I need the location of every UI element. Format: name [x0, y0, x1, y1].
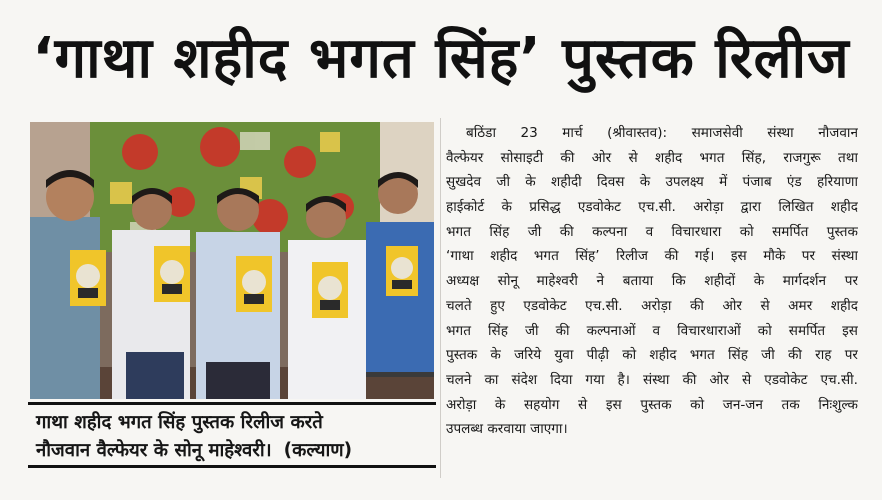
article-line: अरोड़ा के सहयोग से इस पुस्तक को जन-जन तक निःशुल्क — [446, 396, 858, 413]
news-photo — [30, 122, 434, 399]
article-line: उपलब्ध करवाया जाएगा। — [446, 421, 568, 438]
article-line: चलने का संदेश दिया गया है। संस्था की ओर से एडवोकेट एच.सी. — [446, 371, 858, 388]
article-line: बठिंडा 23 मार्च (श्रीवास्तव): समाजसेवी संस्था नौजवान — [466, 125, 858, 141]
photo-illustration — [30, 122, 434, 399]
article-line: भगत सिंह जी की कल्पना व विचारधारा को समर्पित पुस्तक — [446, 223, 858, 240]
article-line: भगत सिंह जी की कल्पनाओं व विचारधाराओं को समर्पित इस — [446, 322, 858, 339]
column-divider — [440, 118, 441, 478]
article-line: पुस्तक के जरिये युवा पीढ़ी को शहीद भगत सिंह जी की राह पर — [446, 347, 858, 364]
caption-line-2-text: नौजवान वैल्फेयर के सोनू माहेश्वरी। — [36, 440, 272, 461]
article-line: सुखदेव जी के शहीदी दिवस के उपलक्ष्य में पंजाब एंड हरियाणा — [446, 174, 858, 191]
caption-line-1: गाथा शहीद भगत सिंह पुस्तक रिलीज करते — [36, 412, 323, 433]
article-line: हाईकोर्ट के प्रसिद्ध एडवोकेट एच.सी. अरोड़ा द्वारा लिखित शहीद — [446, 199, 858, 216]
caption-line-2 — [36, 437, 430, 465]
article-line: अध्यक्ष सोनू माहेश्वरी ने बताया कि शहीदों के मार्गदर्शन पर — [446, 273, 858, 290]
article-line: ‘गाथा शहीद भगत सिंह’ रिलीज की गई। इस मौके पर संस्था — [446, 248, 858, 265]
photo-credit: (कल्याण) — [283, 440, 353, 461]
article-line: चलते हुए एडवोकेट एच.सी. अरोड़ा की ओर से अमर शहीद — [446, 297, 858, 314]
photo-caption — [28, 402, 436, 468]
article-line: वैल्फेयर सोसाइटी की ओर से शहीद भगत सिंह, राजगुरू तथा — [446, 149, 858, 166]
article-body — [446, 121, 858, 481]
headline: ‘गाथा शहीद भगत सिंह’ पुस्तक रिलीज — [32, 26, 850, 91]
